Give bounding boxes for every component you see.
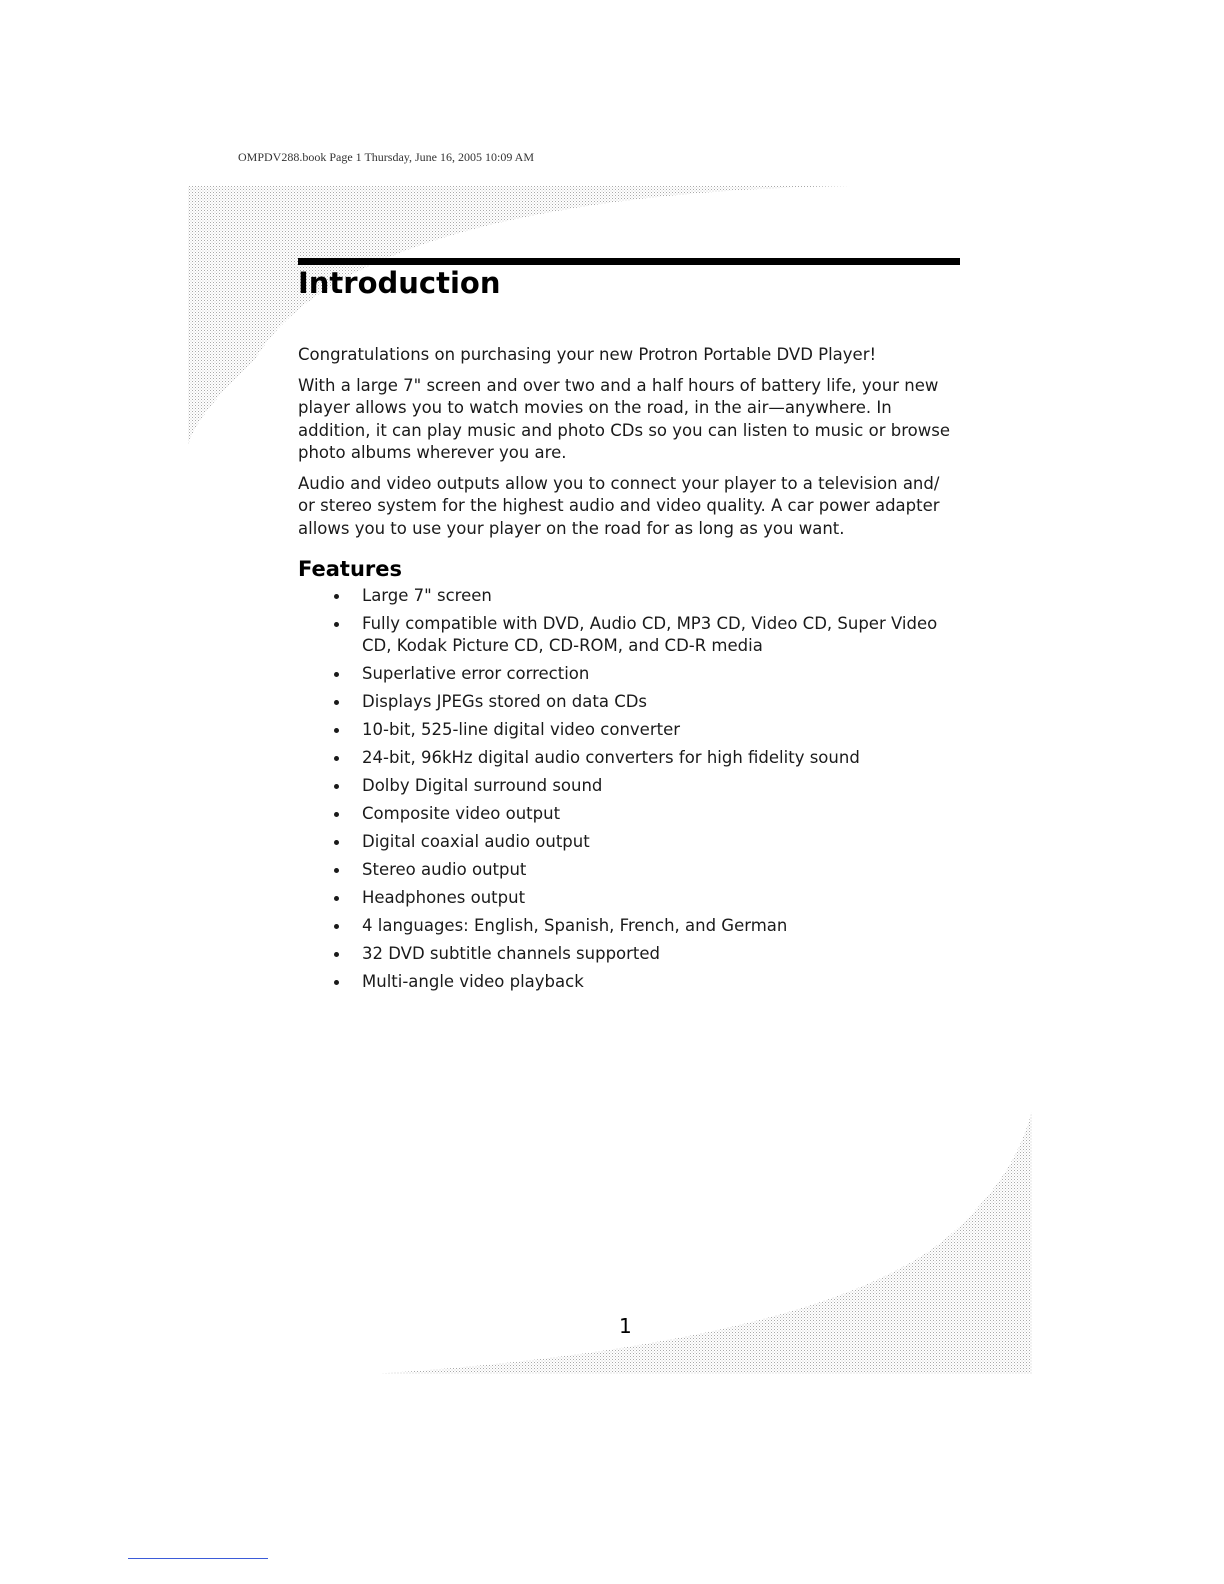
feature-item: Fully compatible with DVD, Audio CD, MP3 CD, Video CD, Super Video CD, Kodak Picture CD, CD-ROM, and CD-R media [362, 613, 960, 658]
features-list [298, 585, 960, 994]
feature-item: Composite video output [362, 803, 960, 826]
feature-item: 32 DVD subtitle channels supported [362, 943, 960, 966]
page-number: 1 [619, 1314, 632, 1338]
feature-item: 4 languages: English, Spanish, French, and German [362, 915, 960, 938]
feature-item: 24-bit, 96kHz digital audio converters for high fidelity sound [362, 747, 960, 770]
feature-item: Superlative error correction [362, 663, 960, 686]
footer-rule [128, 1558, 268, 1559]
main-content [298, 344, 960, 999]
feature-item: Large 7" screen [362, 585, 960, 608]
intro-paragraph-3: Audio and video outputs allow you to connect your player to a television and/ or stereo system for the highest audio and video quality. A car power adapter allows you to use your player on the road for as long as you want. [298, 473, 940, 538]
print-header: OMPDV288.book Page 1 Thursday, June 16, 2005 10:09 AM [238, 150, 534, 164]
intro-paragraph-1: Congratulations on purchasing your new Protron Portable DVD Player! [298, 345, 877, 364]
features-heading: Features [298, 557, 402, 581]
bottom-right-swoosh [372, 1110, 1032, 1374]
feature-item: Multi-angle video playback [362, 971, 960, 994]
feature-item: Stereo audio output [362, 859, 960, 882]
page-title: Introduction [298, 266, 501, 300]
feature-item: Displays JPEGs stored on data CDs [362, 691, 960, 714]
feature-item: Dolby Digital surround sound [362, 775, 960, 798]
feature-item: 10-bit, 525-line digital video converter [362, 719, 960, 742]
title-rule [298, 258, 960, 265]
intro-paragraph-2: With a large 7" screen and over two and a half hours of battery life, your new player allows you to watch movies on the road, in the air—anywhere. In addition, it can play music and photo CDs so you can listen to music or browse photo albums wherever you are. [298, 375, 950, 462]
feature-item: Headphones output [362, 887, 960, 910]
feature-item: Digital coaxial audio output [362, 831, 960, 854]
